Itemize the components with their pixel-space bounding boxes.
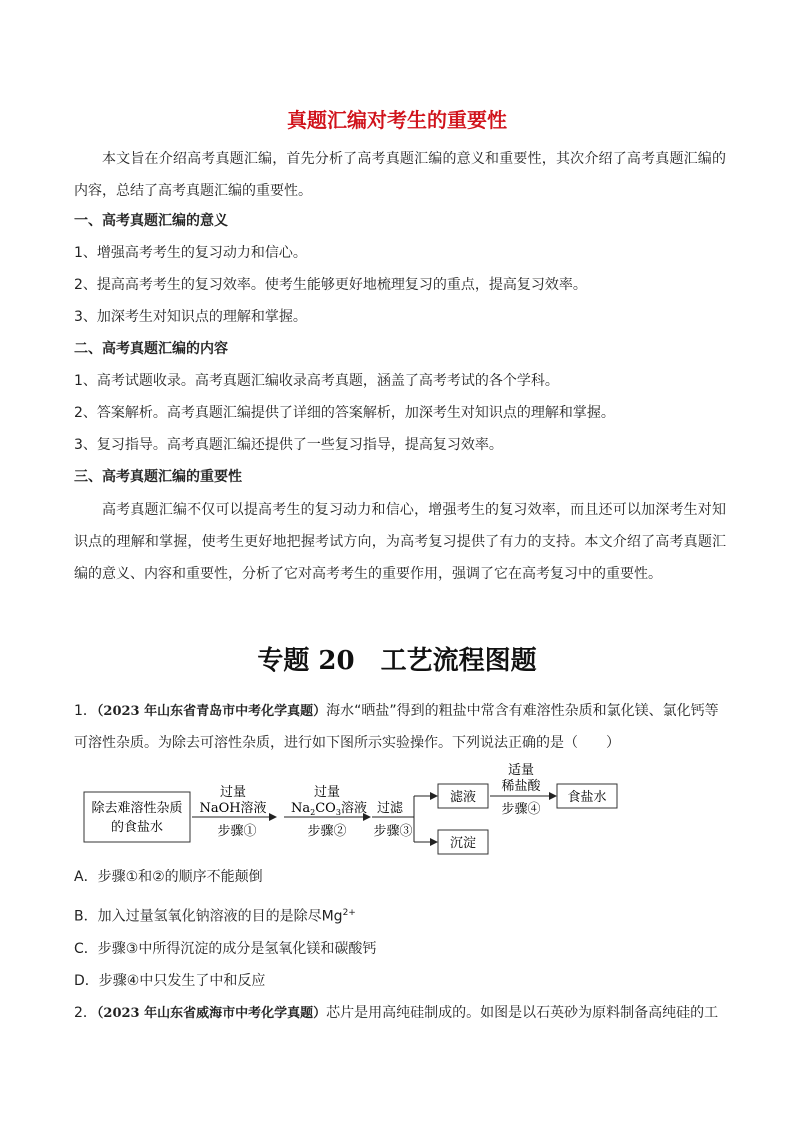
flow-start-label: 的食盐水 <box>110 820 164 835</box>
section1-heading: 一、高考真题汇编的意义 <box>74 213 228 229</box>
flow-step1-reagent: NaOH溶液 <box>199 801 267 816</box>
option-b <box>74 905 356 925</box>
flow-step2-reagent: $Na_2CO_3$溶液 <box>291 801 367 817</box>
flow-precipitate-label: 沉淀 <box>449 836 477 851</box>
flow-step1-label: 步骤① <box>217 824 257 839</box>
page-title: 真题汇编对考生的重要性 <box>287 108 507 132</box>
question-number: 1． <box>74 703 97 719</box>
question-source: （2023 年山东省威海市中考化学真题） <box>96 1006 327 1021</box>
question-source: （2023 年山东省青岛市中考化学真题） <box>96 704 327 719</box>
section3-heading: 三、高考真题汇编的重要性 <box>74 469 242 485</box>
flow-step4-reagent: 稀盐酸 <box>501 779 541 794</box>
flow-step2-reagent-amount: 过量 <box>313 785 341 800</box>
section3-paragraph: 高考真题汇编不仅可以提高考生的复习动力和信心，增强考生的复习效率，而且还可以加深考生对知识点的理解和掌握，使考生更好地把握考试方向，为高考复习提供了有力的支持。本文介绍了高考真题汇编的意义、内容和重要性，分析了它对高考考生的重要作用，强调了它在高考复习中的重要性。 <box>74 502 726 582</box>
question-2-line1 <box>74 1005 734 1022</box>
question-text: 芯片是用高纯硅制成的。如图是以石英砂为原料制备高纯硅的工 <box>326 1005 719 1021</box>
flow-step3-label: 步骤③ <box>373 824 413 839</box>
intro-paragraph: 本文旨在介绍高考真题汇编，首先分析了高考真题汇编的意义和重要性，其次介绍了高考真题汇编的内容，总结了高考真题汇编的重要性。 <box>74 151 726 199</box>
flow-end-label: 食盐水 <box>567 790 607 805</box>
section2-heading: 二、高考真题汇编的内容 <box>74 341 228 357</box>
option-b-text: B．加入过量氢氧化钠溶液的目的是除尽Mg <box>74 908 343 925</box>
section1-item: 1、增强高考考生的复习动力和信心。 <box>74 245 307 261</box>
flow-step1-reagent-amount: 过量 <box>219 785 247 800</box>
section2-item: 3、复习指导。高考真题汇编还提供了一些复习指导，提高复习效率。 <box>74 437 503 453</box>
section2-item: 2、答案解析。高考真题汇编提供了详细的答案解析，加深考生对知识点的理解和掌握。 <box>74 405 615 421</box>
process-flow-diagram <box>0 758 794 868</box>
section1-item: 3、加深考生对知识点的理解和掌握。 <box>74 309 307 325</box>
question-text: 海水“晒盐”得到的粗盐中常含有难溶性杂质和氯化镁、氯化钙等 <box>326 703 719 719</box>
question-1-line2: 可溶性杂质。为除去可溶性杂质，进行如下图所示实验操作。下列说法正确的是（ ） <box>74 735 620 751</box>
section1-item: 2、提高高考考生的复习效率。使考生能够更好地梳理复习的重点，提高复习效率。 <box>74 277 587 293</box>
question-1-line1 <box>74 703 734 720</box>
flow-step4-label: 步骤④ <box>501 802 541 817</box>
flow-step4-reagent-amount: 适量 <box>507 763 535 778</box>
flow-step3-operation: 过滤 <box>376 801 404 816</box>
flow-filtrate-label: 滤液 <box>449 790 477 805</box>
flow-step2-label: 步骤② <box>307 824 347 839</box>
question-number: 2． <box>74 1005 97 1021</box>
option-c: C．步骤③中所得沉淀的成分是氢氧化镁和碳酸钙 <box>74 941 377 957</box>
option-a: A．步骤①和②的顺序不能颠倒 <box>74 869 263 885</box>
section2-item: 1、高考试题收录。高考真题汇编收录高考真题，涵盖了高考考试的各个学科。 <box>74 373 559 389</box>
topic-title: 专题 20 工艺流程图题 <box>257 646 537 676</box>
flow-start-label: 除去难溶性杂质 <box>91 801 183 816</box>
option-b-superscript: 2+ <box>342 908 356 918</box>
option-d: D．步骤④中只发生了中和反应 <box>74 973 266 989</box>
